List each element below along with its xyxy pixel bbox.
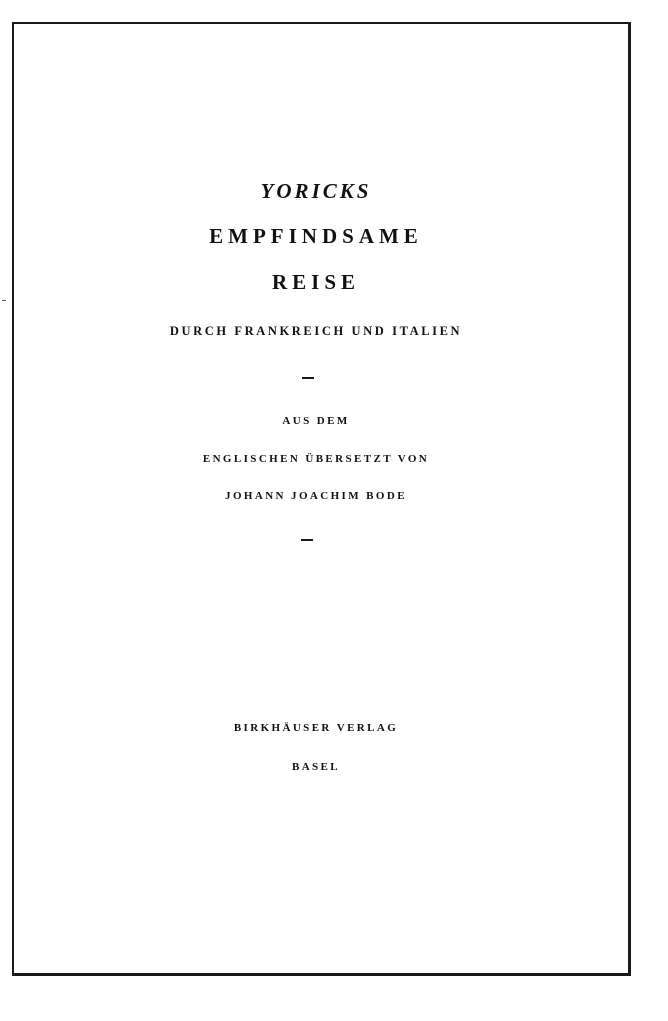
- publisher-name: BIRKHÄUSER VERLAG: [233, 722, 399, 734]
- title-line-1: EMPFINDSAME: [209, 224, 423, 248]
- subtitle: DURCH FRANKREICH UND ITALIEN: [169, 324, 463, 338]
- separator-dash-bottom: [301, 539, 313, 541]
- translation-from-line: AUS DEM: [282, 415, 350, 427]
- publisher-city: BASEL: [291, 761, 341, 773]
- title-line-2: REISE: [271, 270, 361, 294]
- translator-name: JOHANN JOACHIM BODE: [225, 490, 407, 502]
- scan-edge-mark: [2, 300, 6, 301]
- author-name: YORICKS: [260, 179, 372, 203]
- title-page-frame: [12, 22, 631, 976]
- translation-line: ENGLISCHEN ÜBERSETZT VON: [202, 453, 430, 465]
- separator-dash-top: [302, 377, 314, 379]
